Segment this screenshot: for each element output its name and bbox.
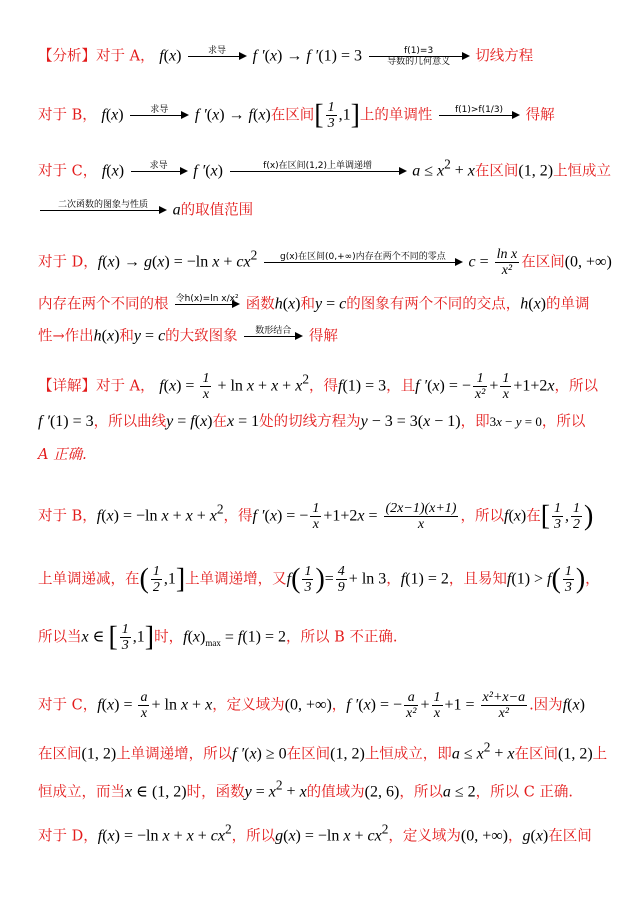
detail-c-t9: 上 — [592, 746, 608, 763]
detail-a-t7: ，即 — [460, 414, 490, 430]
detail-c-t12: 的值域为 — [306, 784, 365, 801]
analysis-d-l2a: 内存在两个不同的根 — [38, 296, 169, 313]
analysis-d-line2: 内存在两个不同的根 令h(x)=ln x/x² 函数h(x)和y = c的图象有两个不同的交点，h(x)的单调 — [38, 294, 620, 315]
detail-a-t3: ，所以 — [554, 378, 598, 395]
detail-b-t8: 所以当 — [38, 629, 82, 646]
detail-d-line1: 对于 D，f(x) = −ln $x + x + cx^2$，所以g(x) = −ln $x + cx^2$，定义域为(0, +∞)，g(x)在区间 — [38, 822, 592, 845]
detail-c-line3: 恒成立，而当x ∈ (1, 2)时，函数$y = x^2 + x$的值域为(2, 6)，所以a ≤ 2，所以 C 正确. — [38, 778, 574, 801]
arrow-increasing: f(x)在区间(1,2)上单调递增 — [230, 161, 406, 182]
analysis-d-l2b: 函数 — [245, 296, 275, 313]
detail-c-t8: 在区间 — [514, 746, 559, 763]
analysis-d-result: 得解 — [308, 328, 338, 345]
analysis-b-line: 对于 B， f(x) 求导 f ′(x) → f(x)在区间[ $\frac{1}{3}$ ,1]上的单调性 f(1)>f(1/3) 得解 — [38, 99, 555, 131]
analysis-a-intro: 对于 A， — [96, 48, 155, 65]
detail-a-line3 — [38, 445, 620, 465]
detail-b-line3: 所以当x ∈ [ $\frac{1}{3}$ ,1]时，$f(x)_{max} = f(1) = 2$，所以 B 不正确. — [38, 621, 398, 653]
analysis-d-l2e: 的单调 — [546, 296, 590, 313]
analysis-d-l2c: 和 — [300, 296, 315, 313]
analysis-b-mid: 在区间 — [270, 107, 315, 124]
detail-tag: 【详解】 — [38, 378, 96, 395]
detail-d-t2: ，定义域为 — [388, 828, 461, 845]
arrow-quadratic: 二次函数的图象与性质 — [40, 200, 166, 221]
analysis-d-mid: 在区间 — [521, 254, 565, 271]
analysis-b-intro: 对于 B， — [38, 107, 97, 124]
analysis-c-mid: 在区间 — [474, 163, 519, 180]
detail-c-t3: .因为 — [529, 697, 563, 714]
detail-c-t2: ， — [331, 697, 347, 714]
detail-b-line1: 对于 B，f(x) = −ln $x + x + x^2$，得f ′(x) = − $\frac{1}{x}$ +1+2x = $\frac{(2x-1)(x+1)}{x}$ ，所以f(x)在[ $\frac{1}{3}$ , $\frac{1}{2}$ ) — [38, 500, 594, 532]
detail-a-line1: 【详解】对于 A， f(x) = $\frac{1}{x}$ + $\ln x + x + x^2$，得f(1) = 3，且f ′(x) = − $\frac{1}{\text{x²}}$ + $\frac{1}{x}$ +1+2x，所以 — [38, 370, 598, 402]
analysis-d-line: 对于 D，f(x) → g(x) = −ln $x + cx^2$ g(x)在区间(0,+∞)内存在两个不同的零点 c = $\frac{\text{ln x}}{\text{x²}}$ 在区间(0, +∞) — [38, 246, 612, 278]
analysis-b-mid2: 上的单调性 — [359, 107, 433, 124]
detail-d-t4: 在区间 — [548, 828, 592, 845]
arrow-graphical: 数形结合 — [244, 326, 302, 347]
detail-a-t4: ，所以曲线 — [93, 414, 167, 430]
detail-a-t8: ，所以 — [541, 414, 586, 430]
detail-a-t9: A 正确. — [38, 447, 87, 463]
arrow-geometric-meaning: f(1)=3 导数的几何意义 — [369, 46, 469, 67]
analysis-d-l2d: 的图象有两个不同的交点， — [346, 296, 521, 313]
analysis-a-line: 【分析】对于 A， f(x) 求导 f ′(x) → f ′(1) = 3 f(1)=3 导数的几何意义 切线方程 — [38, 46, 534, 67]
detail-a-t5: 在 — [212, 414, 227, 430]
arrow-derive-c: 求导 — [131, 161, 187, 182]
detail-c-intro: 对于 C， — [38, 697, 98, 714]
detail-c-t7: 上恒成立，即 — [364, 746, 452, 763]
detail-d-intro: 对于 D， — [38, 828, 98, 845]
detail-a-t2: ，且 — [386, 378, 416, 395]
detail-c-t11: 时，函数 — [186, 784, 245, 801]
analysis-a-result: 切线方程 — [475, 48, 534, 65]
detail-c-t14: ，所以 C 正确. — [475, 784, 574, 801]
detail-b-t10: ，所以 B 不正确. — [286, 629, 398, 646]
detail-b-intro: 对于 B， — [38, 508, 97, 525]
analysis-c-intro: 对于 C， — [38, 163, 98, 180]
detail-b-t5: 上单调递增，又 — [185, 571, 287, 588]
analysis-d-line3: 性→作出h(x)和y = c的大致图象 数形结合 得解 — [38, 326, 620, 347]
detail-b-line2: 上单调递减，在( $\frac{1}{2}$ ,1]上单调递增，又f( $\frac{1}{3}$ )= $\frac{4}{9}$ + ln 3，f(1) = 2，且易知f(1) > f( $\frac{1}{3}$ )， — [38, 563, 600, 595]
analysis-c-result: 的取值范围 — [180, 202, 254, 219]
detail-c-t13: ，所以 — [399, 784, 443, 801]
detail-d-t1: ，所以 — [231, 828, 276, 845]
analysis-d-l3b: 和 — [119, 328, 134, 345]
detail-c-t4: 在区间 — [38, 746, 82, 763]
detail-b-t3: 在 — [526, 508, 541, 525]
detail-c-line1: 对于 C，f(x) = $\frac{a}{x}$ + ln x + x，定义域为(0, +∞)，f ′(x) = − $\frac{a}{\text{x²}}$ + $\frac{1}{x}$ +1 = $\frac{\text{x²+x−a}}{\text{x²}}$ .因为f(x) — [38, 690, 585, 721]
analysis-b-result: 得解 — [525, 107, 555, 124]
detail-c-t10: 恒成立，而当 — [38, 784, 125, 801]
analysis-d-l3c: 的大致图象 — [165, 328, 238, 345]
detail-b-t6: ， — [386, 571, 401, 588]
detail-a-t6: 处的切线方程为 — [259, 414, 361, 430]
detail-b-t4: 上单调递减，在 — [38, 571, 140, 588]
arrow-derive: 求导 — [188, 46, 246, 67]
detail-b-t2: ，所以 — [460, 508, 504, 525]
detail-a-line2: f ′(1) = 3，所以曲线y = f(x)在x = 1处的切线方程为y − 3 = 3(x − 1)，即3x − y = 0，所以 — [38, 413, 586, 430]
detail-b-t9: 时， — [154, 629, 184, 646]
arrow-compare: f(1)>f(1/3) — [439, 105, 519, 126]
analysis-tag: 【分析】 — [38, 48, 96, 65]
analysis-c-line: 对于 C， f(x) 求导 f ′(x) f(x)在区间(1,2)上单调递增 $a \le x^2 + x$在区间(1, 2)上恒成立 — [38, 155, 620, 182]
arrow-let-h: 令h(x)=ln x/x² — [175, 294, 239, 304]
arrow-two-zeros: g(x)在区间(0,+∞)内存在两个不同的零点 — [264, 252, 462, 273]
analysis-d-l3a: 性→作出 — [38, 328, 94, 345]
detail-a-intro: 对于 A， — [96, 378, 155, 395]
analysis-c-mid2: 上恒成立 — [553, 163, 612, 180]
detail-c-t5: 上单调递增，所以 — [116, 746, 233, 763]
detail-b-t1: ，得 — [223, 508, 253, 525]
analysis-d-intro: 对于 D， — [38, 254, 98, 271]
detail-b-t7: ，且易知 — [448, 571, 507, 588]
arrow-derive-b: 求导 — [130, 105, 188, 126]
detail-d-t3: ， — [507, 828, 523, 845]
analysis-c-line2: 二次函数的图象与性质 a的取值范围 — [38, 200, 620, 221]
detail-c-t1: ，定义域为 — [212, 697, 285, 714]
detail-c-line2: 在区间(1, 2)上单调递增，所以f ′(x) ≥ 0在区间(1, 2)上恒成立，即$a \le x^2 + x$在区间(1, 2)上 — [38, 740, 608, 763]
detail-c-t6: 在区间 — [286, 746, 331, 763]
detail-a-t1: ，得 — [308, 378, 338, 395]
